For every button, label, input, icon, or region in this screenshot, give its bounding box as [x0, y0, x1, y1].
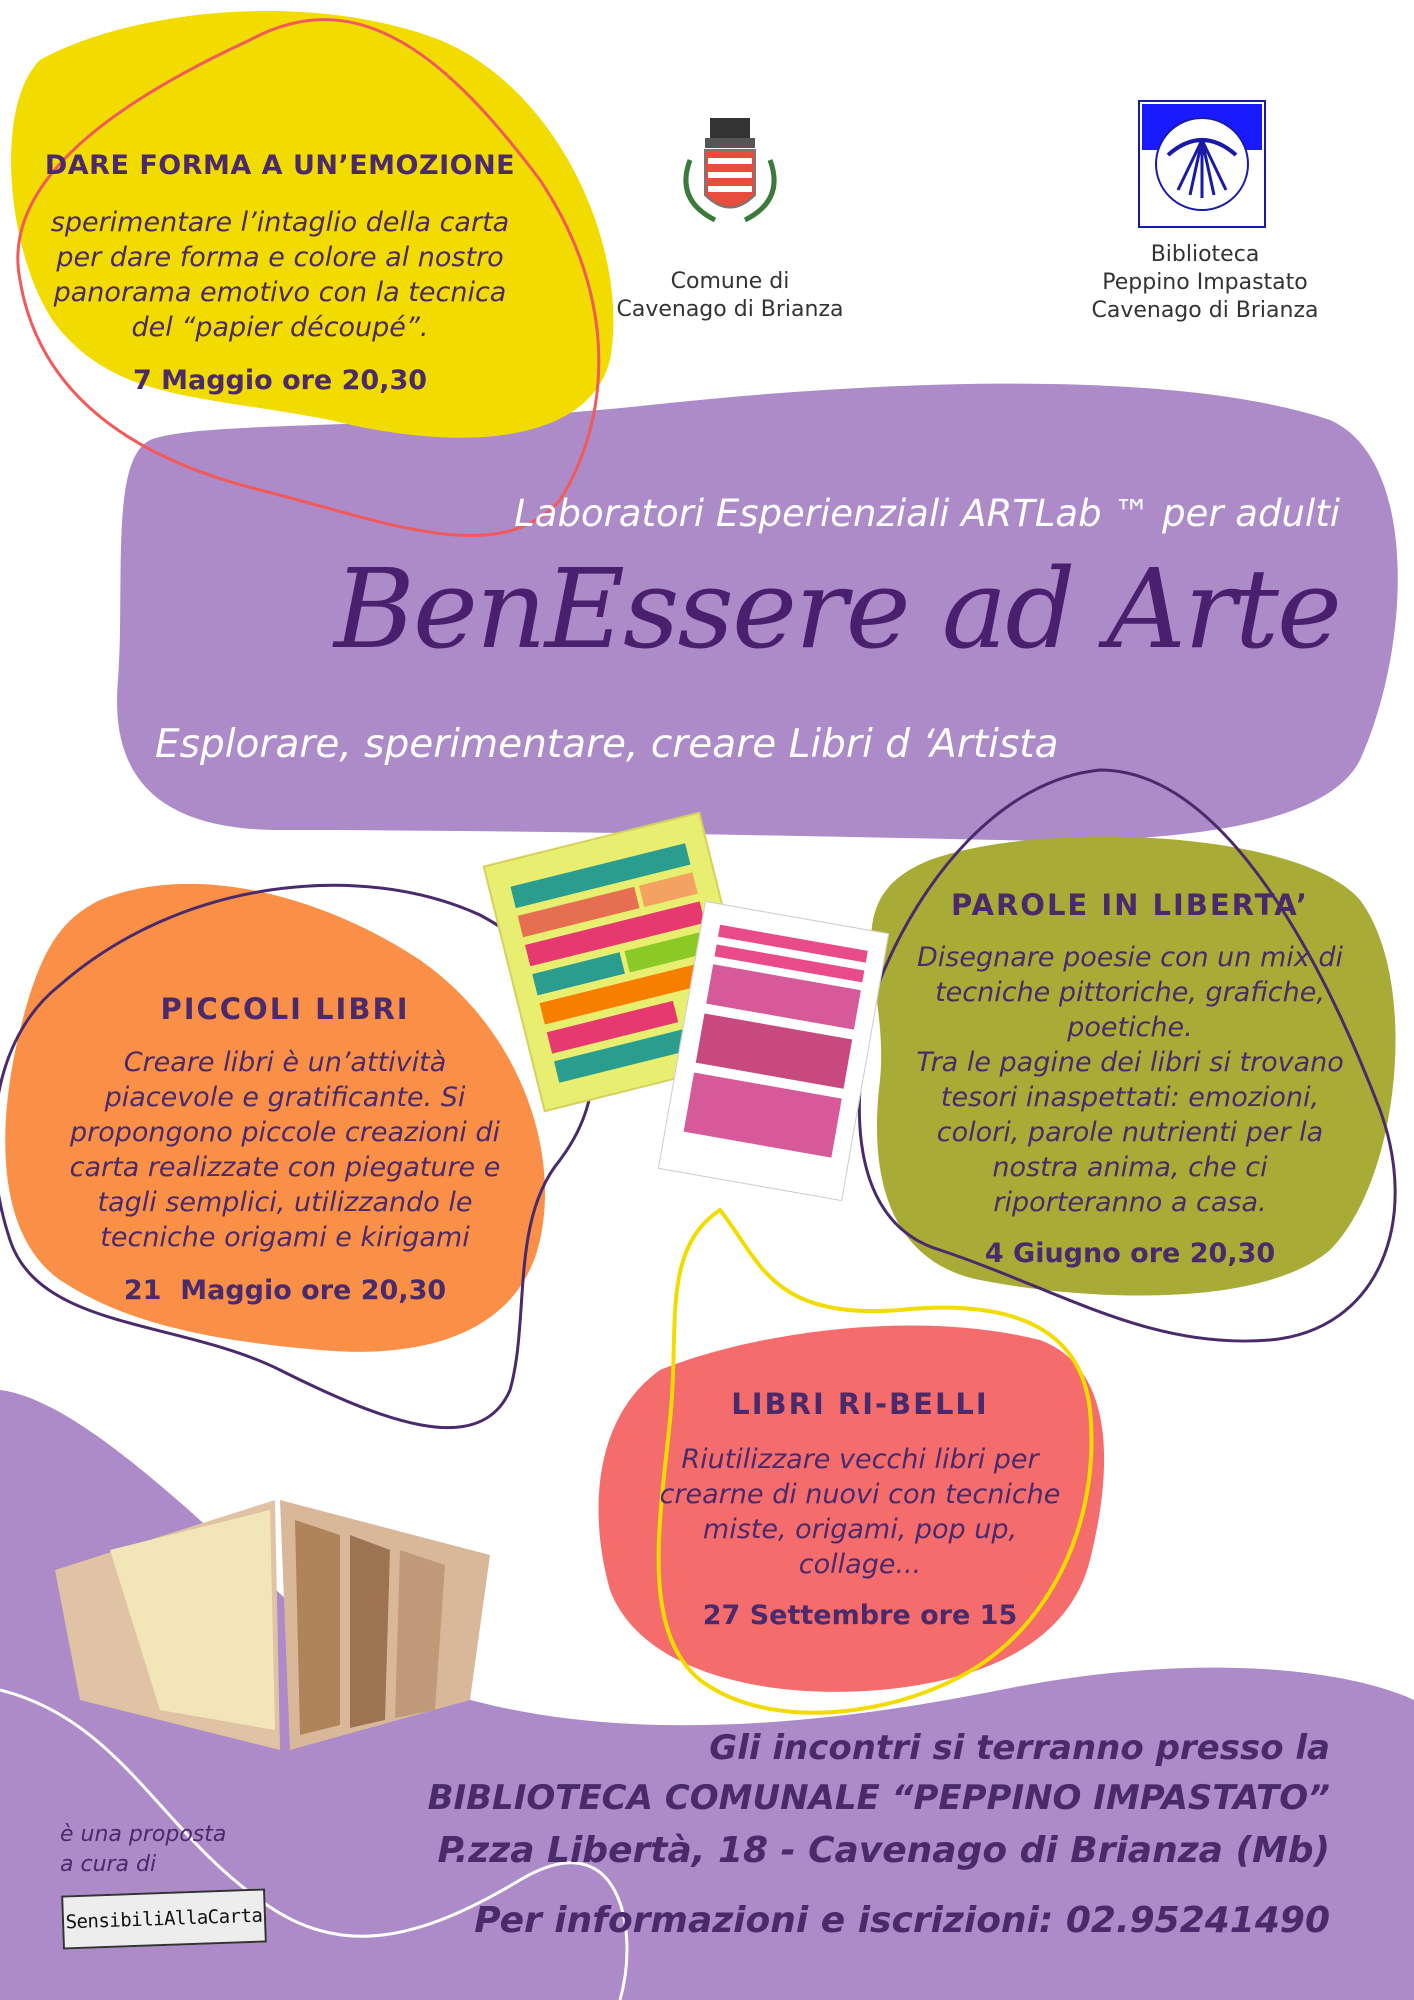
event-piccoli-date: 21 Maggio ore 20,30 — [123, 1275, 447, 1306]
event-emozione-line: del “papier découpé”. — [131, 312, 429, 343]
event-ribelli-title: LIBRI RI-BELLI — [731, 1387, 989, 1421]
event-parole-date: 4 Giugno ore 20,30 — [984, 1238, 1276, 1269]
event-parole-body — [890, 940, 1370, 1220]
footer-contact: Per informazioni e iscrizioni: 02.95241490 — [474, 1900, 1330, 1941]
folded-book-image — [50, 1480, 500, 1770]
sensibili-logo — [61, 1888, 267, 1949]
book-logo-icon — [1138, 100, 1266, 228]
event-parole-title: PAROLE IN LIBERTA’ — [950, 888, 1310, 922]
event-emozione-line: panorama emotivo con la tecnica — [53, 277, 507, 308]
event-piccoli-line: Creare libri è un’attività — [123, 1047, 447, 1078]
biblioteca-line2: Peppino Impastato — [1102, 270, 1308, 295]
event-piccoli-line: tagli semplici, utilizzando le — [97, 1187, 473, 1218]
proposta-line2: a cura di — [60, 1852, 157, 1877]
event-parole-line: tesori inaspettati: emozioni, — [940, 1082, 1320, 1113]
sensibili-brand: SensibiliAllaCarta — [65, 1904, 263, 1934]
event-piccoli-line: tecniche origami e kirigami — [100, 1222, 470, 1253]
comune-line2: Cavenago di Brianza — [616, 297, 844, 322]
event-ribelli-line: Riutilizzare vecchi libri per — [681, 1444, 1039, 1475]
event-emozione-title: DARE FORMA A UN’EMOZIONE — [44, 150, 516, 181]
event-piccoli-body — [20, 1045, 550, 1255]
event-parole-line: Disegnare poesie con un mix di — [917, 942, 1343, 973]
comune-label — [600, 268, 860, 324]
comune-line1: Comune di — [670, 269, 790, 294]
biblioteca-line1: Biblioteca — [1150, 242, 1260, 267]
event-parole-line: nostra anima, che ci — [992, 1152, 1268, 1183]
event-ribelli-line: collage... — [798, 1549, 922, 1580]
event-parole-line: riporteranno a casa. — [993, 1187, 1267, 1218]
coat-of-arms-icon — [670, 110, 790, 260]
footer-line2: BIBLIOTECA COMUNALE “PEPPINO IMPASTATO” — [427, 1778, 1330, 1818]
biblioteca-logo — [1138, 100, 1266, 228]
footer-line3: P.zza Libertà, 18 - Cavenago di Brianza (Mb) — [437, 1830, 1330, 1871]
event-ribelli-date: 27 Settembre ore 15 — [702, 1600, 1018, 1631]
folded-book-icon — [50, 1480, 500, 1770]
event-ribelli-body — [630, 1442, 1090, 1582]
event-ribelli-line: miste, origami, pop up, — [702, 1514, 1018, 1545]
biblioteca-label — [1070, 241, 1340, 325]
event-parole-line: poetiche. — [1067, 1012, 1193, 1043]
event-piccoli-line: propongono piccole creazioni di — [69, 1117, 501, 1148]
header-subtitle-top: Laboratori Esperienziali ARTLab ™ per adulti — [514, 492, 1340, 535]
event-emozione-line: per dare forma e colore al nostro — [56, 242, 504, 273]
proposta-text — [60, 1820, 280, 1880]
event-emozione-body — [30, 205, 530, 345]
event-ribelli-line: crearne di nuovi con tecniche — [659, 1479, 1061, 1510]
event-parole-line: tecniche pittoriche, grafiche, — [935, 977, 1325, 1008]
proposta-line1: è una proposta — [60, 1822, 227, 1847]
event-emozione-line: sperimentare l’intaglio della carta — [50, 207, 510, 238]
event-parole-line: Tra le pagine dei libri si trovano — [916, 1047, 1344, 1078]
main-title: BenEssere ad Arte — [333, 545, 1340, 673]
header-subtitle-bottom: Esplorare, sperimentare, creare Libri d ‘Artista — [155, 722, 1059, 767]
event-parole-line: colori, parole nutrienti per la — [936, 1117, 1324, 1148]
event-piccoli-title: PICCOLI LIBRI — [160, 992, 410, 1026]
biblioteca-line3: Cavenago di Brianza — [1091, 298, 1319, 323]
event-piccoli-line: carta realizzate con piegature e — [69, 1152, 501, 1183]
footer-line1: Gli incontri si terranno presso la — [709, 1728, 1330, 1768]
event-emozione-date: 7 Maggio ore 20,30 — [132, 365, 428, 396]
event-piccoli-line: piacevole e gratificante. Si — [104, 1082, 466, 1113]
comune-logo — [670, 110, 790, 260]
